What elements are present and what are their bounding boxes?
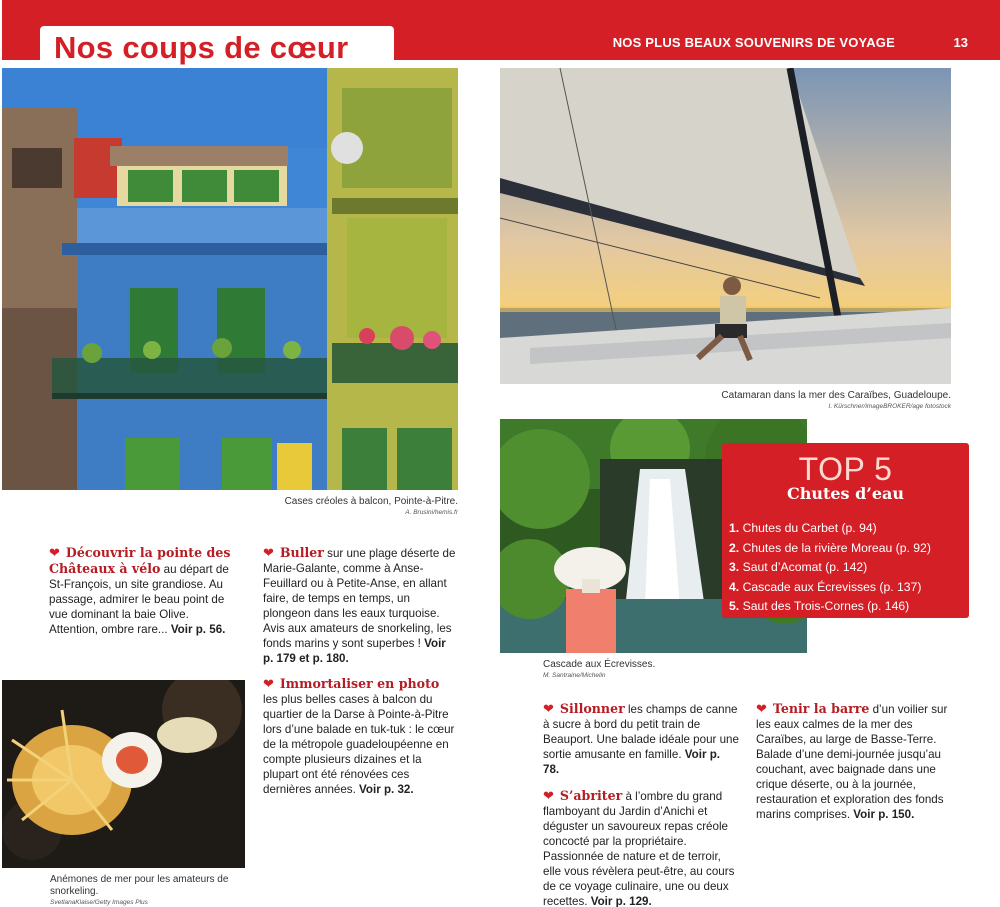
item-body: sur une plage déserte de Marie-Galante, comme à Anse-Feuillard ou à Petite-Anse, en allant faire, de temps en temps, un plongeon dans les eaux turquoise. Avis aux amateurs de snorkeling, les fonds marins y sont superbes ! bbox=[263, 547, 456, 650]
page-reference: Voir p. 56. bbox=[170, 623, 226, 636]
photo-credit: SvetlanaKlaise/Getty Images Plus bbox=[50, 899, 148, 906]
houses-caption bbox=[160, 496, 458, 518]
catamaran-caption bbox=[600, 390, 951, 412]
heart-icon: ❤ bbox=[263, 676, 274, 691]
item-sillonner bbox=[543, 701, 739, 777]
caption-text: Anémones de mer pour les amateurs de snorkeling. bbox=[50, 874, 229, 897]
item-velo bbox=[49, 545, 239, 637]
page-title: Nos coups de cœur bbox=[54, 30, 349, 65]
item-body: au départ de St-François, un site grandiose. Au passage, admirer le beau point de vue dominant la baie Olive. Attention, ombre rare... bbox=[49, 563, 229, 636]
top5-subtitle: Chutes d’eau bbox=[786, 484, 905, 503]
houses-photo bbox=[2, 68, 458, 490]
anemone-photo bbox=[2, 680, 245, 868]
photo-credit: M. Santraine/Michelin bbox=[543, 672, 606, 679]
caption-text: Cases créoles à balcon, Pointe-à-Pitre. bbox=[284, 496, 458, 507]
heart-icon: ❤ bbox=[543, 701, 554, 716]
item-heading: Sillonner bbox=[559, 701, 625, 716]
item-body: les plus belles cases à balcon du quartier de la Darse à Pointe-à-Pitre lors d’une balade en tuk-tuk : le cœur de la métropole guadeloupéenne en compte plusieurs dizaines et la plupart ont été rénovées ces dernières années. bbox=[263, 693, 455, 796]
page-reference: Voir p. 150. bbox=[853, 808, 915, 821]
item-buller bbox=[263, 545, 458, 666]
item-heading: Tenir la barre bbox=[772, 701, 870, 716]
list-item: 2. Chutes de la rivière Moreau (p. 92) bbox=[729, 540, 931, 555]
top5-list bbox=[729, 519, 931, 617]
page-reference: Voir p. 32. bbox=[359, 783, 414, 796]
item-heading: Découvrir la pointe des Châteaux à vélo bbox=[49, 545, 231, 576]
caption-text: Cascade aux Écrevisses. bbox=[543, 659, 656, 670]
item-body: les champs de canne à sucre à bord du petit train de Beauport. Une balade idéale pour une sortie amusante en famille. bbox=[543, 703, 739, 761]
item-heading: Immortaliser en photo bbox=[279, 676, 440, 691]
top5-box bbox=[722, 443, 969, 618]
list-item: 3. Saut d’Acomat (p. 142) bbox=[729, 560, 868, 574]
photo-credit: A. Brusini/hemis.fr bbox=[405, 509, 458, 516]
page-number: 13 bbox=[953, 35, 968, 50]
photo-credit: I. Kürschner/imageBROKER/age fotostock bbox=[828, 403, 951, 410]
waterfall-caption bbox=[543, 659, 783, 681]
item-body: à l’ombre du grand flamboyant du Jardin d’Anichi et déguster un savoureux repas créole concocté par la propriétaire. Passionnée de nature et de terroir, elle vous révèlera peut-être, au cours de ce voyage culinaire, une ou deux recettes. bbox=[543, 790, 735, 907]
page-reference: Voir p. 179 et p. 180. bbox=[263, 637, 446, 665]
heart-icon: ❤ bbox=[756, 701, 767, 716]
item-body: d’un voilier sur les eaux calmes de la mer des Caraïbes, au large de Basse-Terre. Balade d’une demi-journée jusqu’au couchant, avec baignade dans une crique déserte, ou à la journée, restauration et exploration des fonds marins comprises. bbox=[756, 703, 948, 821]
list-item: 5. Saut des Trois-Cornes (p. 146) bbox=[729, 599, 910, 613]
page-reference: Voir p. 129. bbox=[590, 895, 652, 907]
heart-icon: ❤ bbox=[49, 545, 60, 560]
list-item: 4. Cascade aux Écrevisses (p. 137) bbox=[729, 579, 922, 594]
item-abriter bbox=[543, 788, 739, 907]
heart-icon: ❤ bbox=[543, 788, 554, 803]
catamaran-photo bbox=[500, 68, 951, 384]
top5-title: TOP 5 bbox=[798, 451, 893, 487]
item-heading: S’abriter bbox=[559, 788, 623, 803]
heart-icon: ❤ bbox=[263, 545, 274, 560]
list-item: 1. Chutes du Carbet (p. 94) bbox=[729, 521, 877, 535]
item-barre bbox=[756, 701, 956, 822]
section-title: NOS PLUS BEAUX SOUVENIRS DE VOYAGE bbox=[612, 35, 895, 50]
item-photo bbox=[263, 676, 455, 797]
anemone-caption bbox=[50, 874, 250, 907]
page-reference: Voir p. 78. bbox=[543, 748, 721, 776]
caption-text: Catamaran dans la mer des Caraïbes, Guadeloupe. bbox=[721, 390, 951, 401]
item-heading: Buller bbox=[279, 545, 324, 560]
